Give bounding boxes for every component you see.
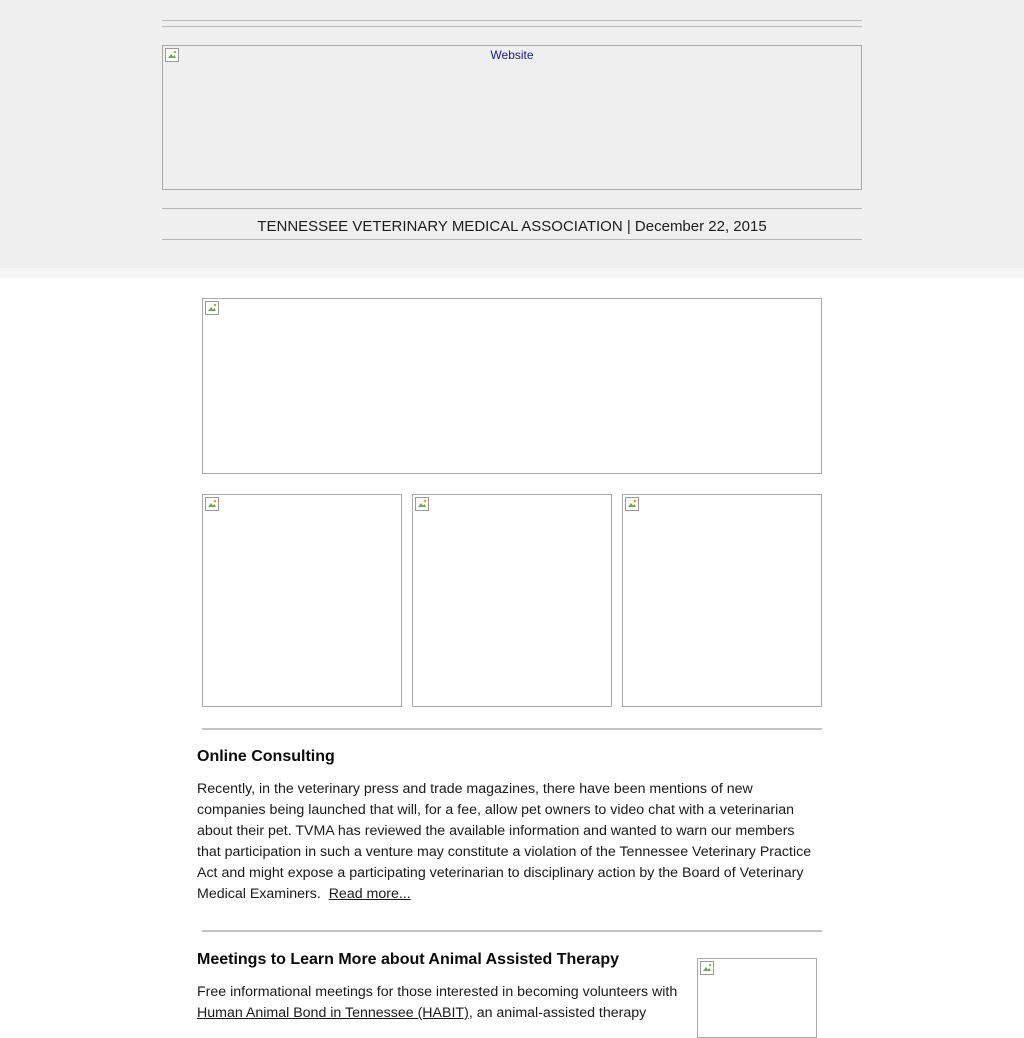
feature-image-3[interactable] [622,494,822,707]
section-divider [202,728,822,730]
article-body-text: Recently, in the veterinary press and trade magazines, there have been mentions of new companies being launched that will, for a fee, allow pet owners to video chat with a veterinarian about their pet. TVMA has reviewed the available information and wanted to warn our members that participation in such a venture may constitute a violation of the Tennessee Veterinary Practice Act and might expose a participating veterinarian to disciplinary action by the Board of Veterinary Medical Examiners. [197,781,812,902]
masthead [162,210,862,240]
habit-link[interactable]: Human Animal Bond in Tennessee (HABIT) [197,1005,469,1021]
article-title: Online Consulting [197,748,335,765]
article-body [197,982,689,1024]
website-banner-alt-text: Website [490,48,534,62]
broken-image-icon [415,497,429,511]
top-rule [162,20,862,21]
issue-date: December 22, 2015 [634,218,767,235]
header-strip [0,268,1024,278]
broken-image-icon [205,301,219,315]
section-divider [202,930,822,932]
broken-image-icon [625,497,639,511]
masthead-rule-top [162,208,862,209]
masthead-separator: | [622,218,635,235]
feature-image-2[interactable] [412,494,612,707]
organization-name: TENNESSEE VETERINARY MEDICAL ASSOCIATION [257,218,623,235]
hero-image[interactable] [202,298,822,474]
article-body-text-continued: , an animal-assisted therapy [468,1005,647,1021]
broken-image-icon [205,497,219,511]
broken-image-icon [700,961,714,975]
top-rule-secondary [162,26,862,27]
read-more-link[interactable]: Read more... [328,886,411,902]
masthead-rule-bottom [162,239,862,240]
article-title: Meetings to Learn More about Animal Assisted Therapy [197,951,619,968]
website-banner-image[interactable] [162,45,862,190]
article-thumbnail[interactable] [697,958,817,1038]
article-body-text: Free informational meetings for those interested in becoming volunteers with [197,984,678,1000]
article-body [197,779,820,905]
feature-image-1[interactable] [202,494,402,707]
